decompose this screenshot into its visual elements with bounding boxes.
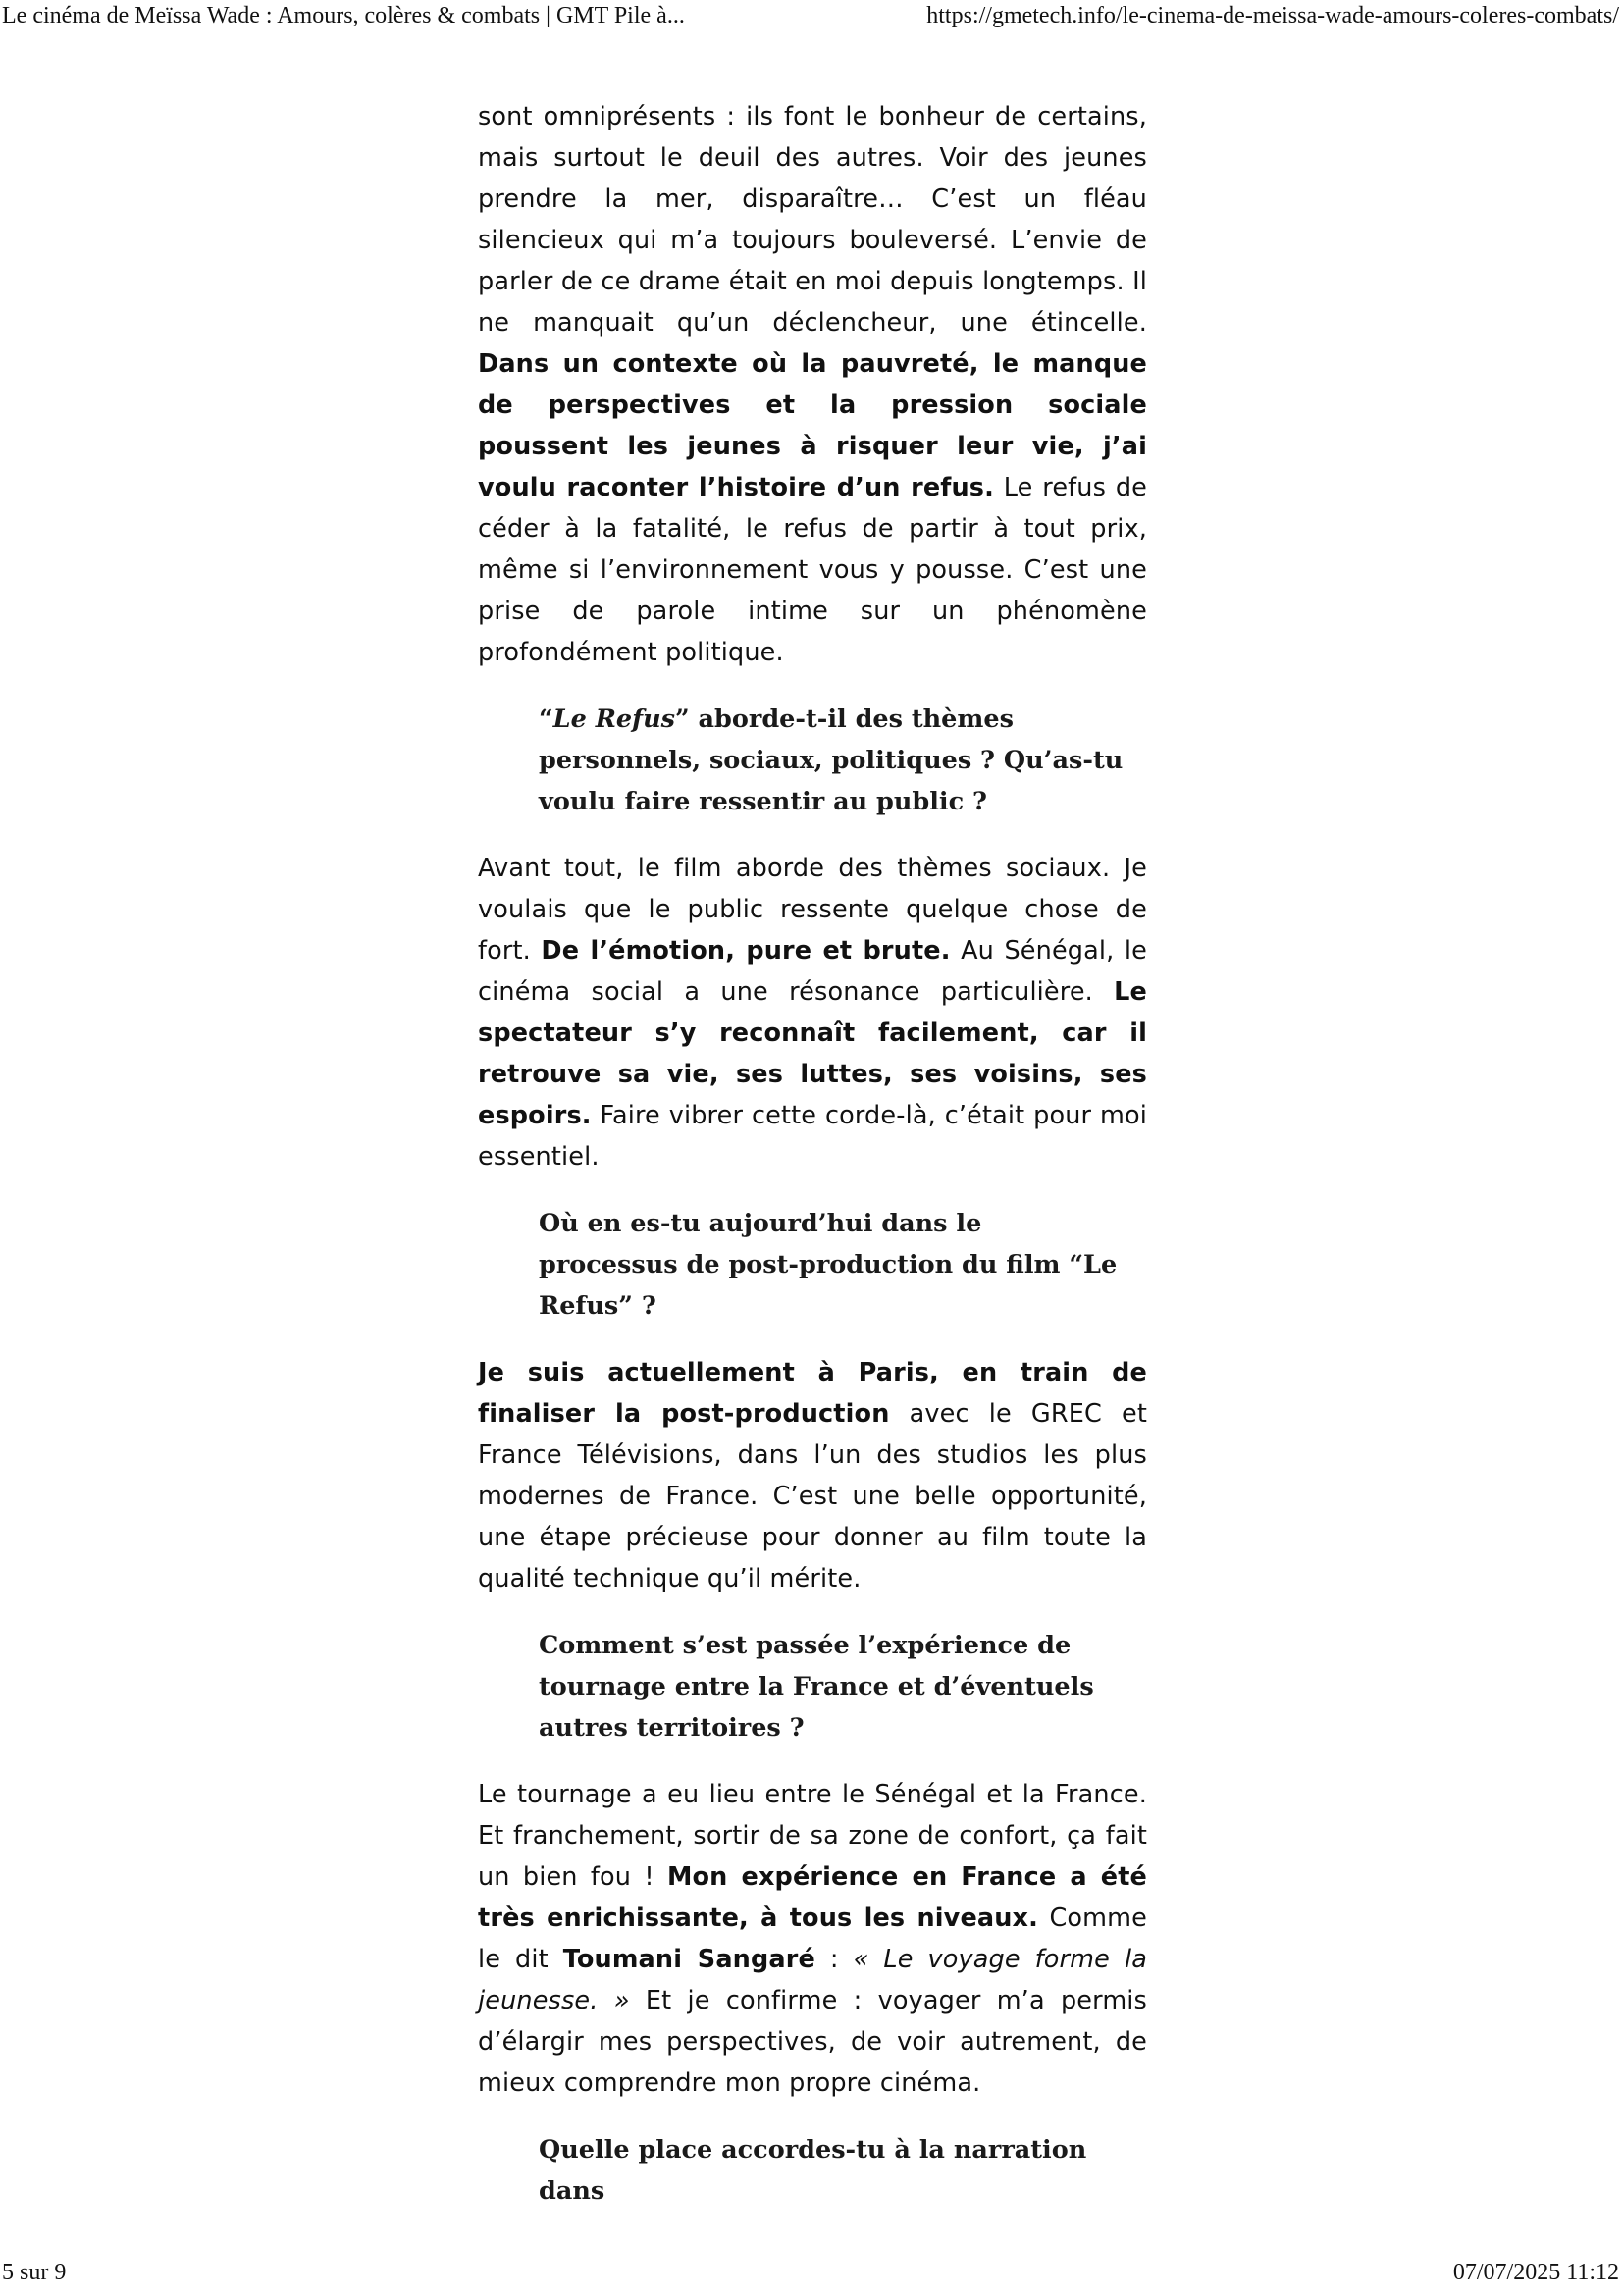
article-body <box>478 96 1147 2237</box>
answer-text: Faire vibrer cette corde-là, c’était pour moi essentiel. <box>478 1101 1147 1172</box>
answer-paragraph-2 <box>478 848 1147 1177</box>
quoted-person-name: Toumani Sangaré <box>562 1945 815 1974</box>
print-datetime: 07/07/2025 11:12 <box>1452 2260 1619 2285</box>
answer-text: sont omniprésents : ils font le bonheur de certains, mais surtout le deuil des autres. Voir des jeunes prendre la mer, disparaître… C’est un fléau silencieux qui m’a toujours bouleversé. L’envie de parler de ce drame était en moi depuis longtemps. Il ne manquait qu’un déclencheur, une étincelle. <box>478 102 1147 338</box>
answer-text: avec le GREC et France Télévisions, dans l’un des studios les plus modernes de France. C’est une belle opportunité, une étape précieuse pour donner au film toute la qualité technique qu’il mérite. <box>478 1399 1147 1593</box>
print-footer <box>0 2257 1623 2296</box>
print-header <box>0 0 1623 39</box>
answer-emphasis: De l’émotion, pure et brute. <box>541 936 951 965</box>
answer-text: Comme le dit <box>478 1904 1147 1974</box>
answer-text: Et je confirme : voyager m’a permis d’élargir mes perspectives, de voir autrement, de mieux comprendre mon propre cinéma. <box>478 1986 1147 2098</box>
answer-text: Le refus de céder à la fatalité, le refus de partir à tout prix, même si l’environnement vous y pousse. C’est une prise de parole intime sur un phénomène profondément politique. <box>478 473 1147 667</box>
question-quote-open: “ <box>539 704 553 734</box>
interview-question-4: Quelle place accordes-tu à la narration dans <box>539 2135 1087 2206</box>
answer-paragraph-4 <box>478 1774 1147 2104</box>
answer-emphasis: Le spectateur s’y reconnaît facilement, car il retrouve sa vie, ses luttes, ses voisins, ses espoirs. <box>478 977 1147 1130</box>
answer-emphasis: Dans un contexte où la pauvreté, le manque de perspectives et la pression sociale poussent les jeunes à risquer leur vie, j’ai voulu raconter l’histoire d’un refus. <box>478 349 1147 502</box>
answer-paragraph-1 <box>478 96 1147 673</box>
answer-paragraph-3 <box>478 1352 1147 1599</box>
print-header-title: Le cinéma de Meïssa Wade : Amours, colères & combats | GMT Pile à... <box>2 3 685 28</box>
interview-question-1 <box>539 699 1127 822</box>
answer-text: : <box>814 1945 854 1974</box>
answer-text: Le tournage a eu lieu entre le Sénégal et la France. Et franchement, sortir de sa zone de confort, ça fait un bien fou ! <box>478 1780 1147 1892</box>
page-number: 5 sur 9 <box>2 2260 67 2285</box>
answer-text: Au Sénégal, le cinéma social a une résonance particulière. <box>478 936 1147 1007</box>
answer-emphasis: Mon expérience en France a été très enrichissante, à tous les niveaux. <box>478 1862 1147 1933</box>
interview-question-3: Comment s’est passée l’expérience de tournage entre la France et d’éventuels autres territoires ? <box>539 1631 1094 1743</box>
answer-emphasis: Je suis actuellement à Paris, en train de finaliser la post-production <box>478 1358 1147 1429</box>
answer-text: Avant tout, le film aborde des thèmes sociaux. Je voulais que le public ressente quelque chose de fort. <box>478 854 1147 965</box>
question-text: ” aborde-t-il des thèmes personnels, sociaux, politiques ? Qu’as-tu voulu faire ressentir au public ? <box>539 704 1124 816</box>
print-header-url: https://gmetech.info/le-cinema-de-meissa-wade-amours-coleres-combats/ <box>926 3 1619 28</box>
interview-question-2: Où en es-tu aujourd’hui dans le processus de post-production du film “Le Refus” ? <box>539 1209 1118 1321</box>
quotation: « Le voyage forme la jeunesse. » <box>478 1945 1147 2015</box>
question-film-title: Le Refus <box>552 704 675 734</box>
